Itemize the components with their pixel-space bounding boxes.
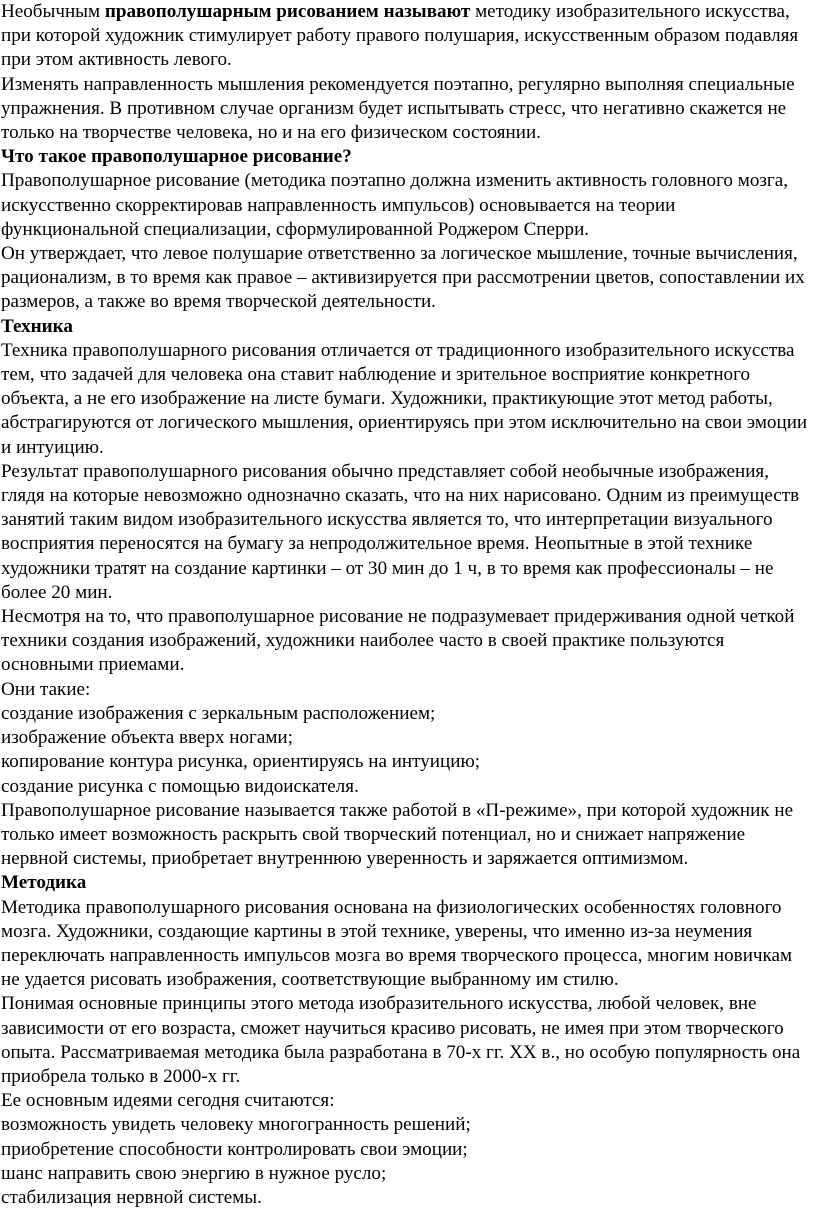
technique-item: изображение объекта вверх ногами;: [1, 727, 293, 749]
heading-technique: Техника: [1, 315, 73, 337]
heading-what-is: Что такое правополушарное рисование?: [1, 146, 352, 168]
idea-item: шанс направить свою энергию в нужное русло;: [1, 1162, 387, 1184]
intro-rest: методику изобразительного искусства, при которой художник стимулирует работу правого полушария, искусственным образом подавляя при этом активность левого.: [1, 1, 799, 71]
paragraph-method-1: Методика правополушарного рисования основана на физиологических особенностях головного мозга. Художники, создающие картины в этой технике, уверены, что именно из-за неумения переключать направленность импульсов мозга во время творческого процесса, многим новичкам не удается рисовать изображения, соответствующие выбранному им стилю.: [1, 896, 793, 991]
technique-item: копирование контура рисунка, ориентируясь на интуицию;: [1, 751, 481, 773]
intro-paragraph: [1, 0, 810, 73]
paragraph-what-1: Правополушарное рисование (методика поэтапно должна изменить активность головного мозга, искусственно скорректировав направленность импульсов) основывается на теории функциональной специализации, сформулированной Роджером Сперри.: [1, 170, 788, 240]
paragraph-technique-4: Правополушарное рисование называется также работой в «П-режиме», при которой художник не только имеет возможность раскрыть свой творческий потенциал, но и снижает напряжение нервной системы, приобретает внутреннюю уверенность и заряжается оптимизмом.: [1, 799, 794, 870]
idea-item: стабилизация нервной системы.: [1, 1186, 262, 1208]
paragraph-technique-2: Результат правополушарного рисования обычно представляет собой необычные изображения, глядя на которые невозможно однозначно сказать, что на них нарисовано. Одним из преимуществ занятий таким видом изобразительного искусства является то, что интерпретации визуального восприятия переносятся на бумагу за непродолжительное время. Неопытные в этой технике художники тратят на создание картинки – от 30 мин до 1 ч, в то время как профессионалы – не более 20 мин.: [1, 460, 800, 603]
paragraph-what-2: Он утверждает, что левое полушарие ответственно за логическое мышление, точные вычисления, рационализм, в то время как правое – активизируется при рассмотрении цветов, сопоставлении их размеров, а также во время творческой деятельности.: [1, 243, 805, 313]
idea-item: приобретение способности контролировать свои эмоции;: [1, 1138, 468, 1160]
paragraph-ideas-intro: Ее основным идеями сегодня считаются:: [1, 1090, 335, 1112]
idea-item: возможность увидеть человеку многогранность решений;: [1, 1114, 471, 1136]
intro-bold-term: правополушарным рисованием называют: [104, 1, 471, 22]
paragraph-method-2: Понимая основные принципы этого метода изобразительного искусства, любой человек, вне зависимости от его возраста, сможет научиться красиво рисовать, не имея при этом творческого опыта. Рассматриваемая методика была разработана в 70-х гг. XX в., но особую популярность она приобрела только в 2000-х гг.: [1, 993, 801, 1087]
paragraph-technique-3: Несмотря на то, что правополушарное рисование не подразумевает придерживания одной четкой техники создания изображений, художники наиболее часто в своей практике пользуются основными приемами.: [1, 606, 795, 676]
paragraph-change-thinking: Изменять направленность мышления рекомендуется поэтапно, регулярно выполняя специальные упражнения. В противном случае организм будет испытывать стресс, что негативно скажется не только на творчестве человека, но и на его физическом состоянии.: [1, 73, 795, 144]
technique-item: создание изображения с зеркальным расположением;: [1, 702, 436, 724]
technique-item: создание рисунка с помощью видоискателя.: [1, 775, 359, 797]
paragraph-they-are: Они такие:: [1, 678, 91, 700]
intro-lead: Необычным: [1, 1, 105, 22]
paragraph-technique-1: Техника правополушарного рисования отличается от традиционного изобразительного искусства тем, что задачей для человека она ставит наблюдение и зрительное восприятие конкретного объекта, а не его изображение на листе бумаги. Художники, практикующие этот метод работы, абстрагируются от логического мышления, ориентируясь при этом исключительно на свои эмоции и интуицию.: [1, 339, 808, 458]
heading-method: Методика: [1, 872, 87, 894]
